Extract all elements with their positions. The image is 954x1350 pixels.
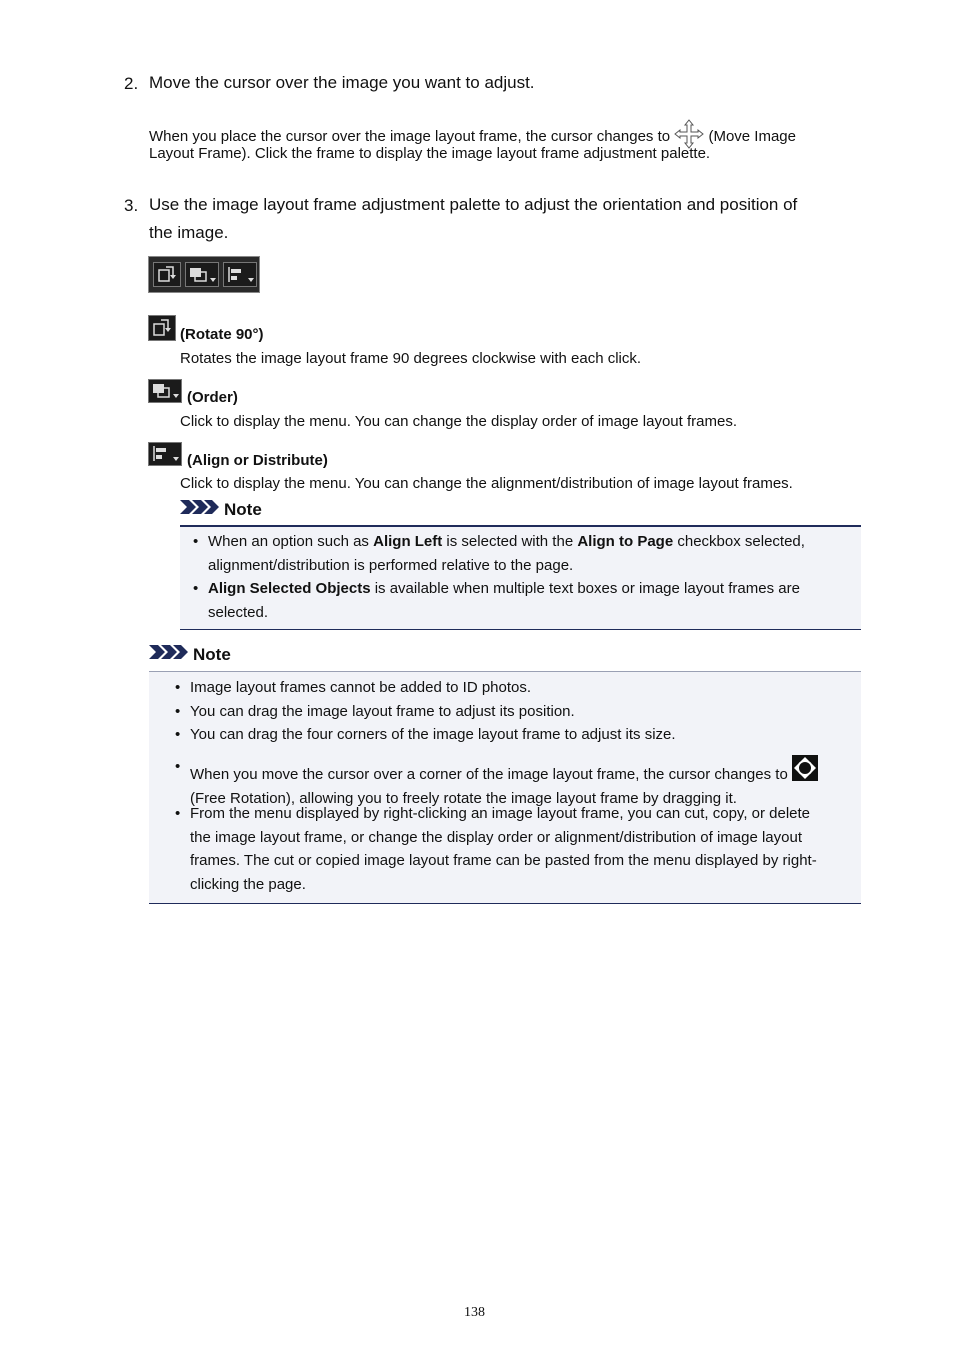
step-2-desc-line2: Layout Frame). Click the frame to display the image layout frame adjustment palette. xyxy=(149,145,711,162)
align-distribute-icon[interactable] xyxy=(223,262,257,287)
step-3-text-line2: the image. xyxy=(149,223,229,242)
note-chevrons-icon xyxy=(149,644,189,665)
page-number: 138 xyxy=(464,1305,485,1320)
rotate-desc: Rotates the image layout frame 90 degrees clockwise with each click. xyxy=(180,350,642,367)
inner-note-header xyxy=(180,499,262,520)
outer-note-title: Note xyxy=(193,644,231,664)
inner-note-title: Note xyxy=(224,499,262,519)
inner-note-item-1: • When an option such as Align Left is selected with the Align to Page checkbox selected, alignment/distribution is performed relative to the page. xyxy=(193,530,858,577)
inner-note-item-2: • Align Selected Objects is available when multiple text boxes or image layout frames are selected. xyxy=(193,577,858,624)
align-desc: Click to display the menu. You can change the alignment/distribution of image layout frames. xyxy=(180,475,793,492)
outer-note-item-2: • You can drag the image layout frame to adjust its position. xyxy=(175,700,870,724)
align-label: (Align or Distribute) xyxy=(187,452,328,469)
step-3-text-line1: Use the image layout frame adjustment palette to adjust the orientation and position of xyxy=(149,195,798,214)
outer-note-item-5: • From the menu displayed by right-clicking an image layout frame, you can cut, copy, or delete the image layout frame, or change the display order or alignment/distribution of image layout frames. The cut or copied image layout frame can be pasted from the menu displayed by right- clicking the page. xyxy=(175,802,870,896)
free-rotation-cursor-icon xyxy=(792,755,818,781)
step-2-number: 2. xyxy=(124,74,139,93)
align-distribute-icon xyxy=(148,442,182,466)
outer-note-item-3: • You can drag the four corners of the image layout frame to adjust its size. xyxy=(175,723,870,747)
rotate-label: (Rotate 90°) xyxy=(180,326,264,343)
rotate-icon[interactable] xyxy=(153,262,181,287)
step-2-text: Move the cursor over the image you want to adjust. xyxy=(149,73,535,92)
outer-note-item-1: • Image layout frames cannot be added to ID photos. xyxy=(175,676,870,700)
step-2-desc-line1: When you place the cursor over the image layout frame, the cursor changes to (Move Image xyxy=(149,119,796,149)
outer-note-item-4: • When you move the cursor over a corner of the image layout frame, the cursor changes to (Free Rotation), allowing you to freely rotate the image layout frame by dragging it. xyxy=(175,755,870,810)
step-3-number: 3. xyxy=(124,196,139,215)
order-icon[interactable] xyxy=(185,262,219,287)
rotate-icon xyxy=(148,315,176,341)
order-desc: Click to display the menu. You can change the display order of image layout frames. xyxy=(180,413,737,430)
adjustment-palette xyxy=(148,256,260,293)
inner-note-box xyxy=(180,525,861,630)
order-label: (Order) xyxy=(187,389,238,406)
outer-note-header xyxy=(149,644,231,665)
order-icon xyxy=(148,379,182,403)
note-chevrons-icon xyxy=(180,499,220,520)
outer-note-box xyxy=(149,671,861,904)
